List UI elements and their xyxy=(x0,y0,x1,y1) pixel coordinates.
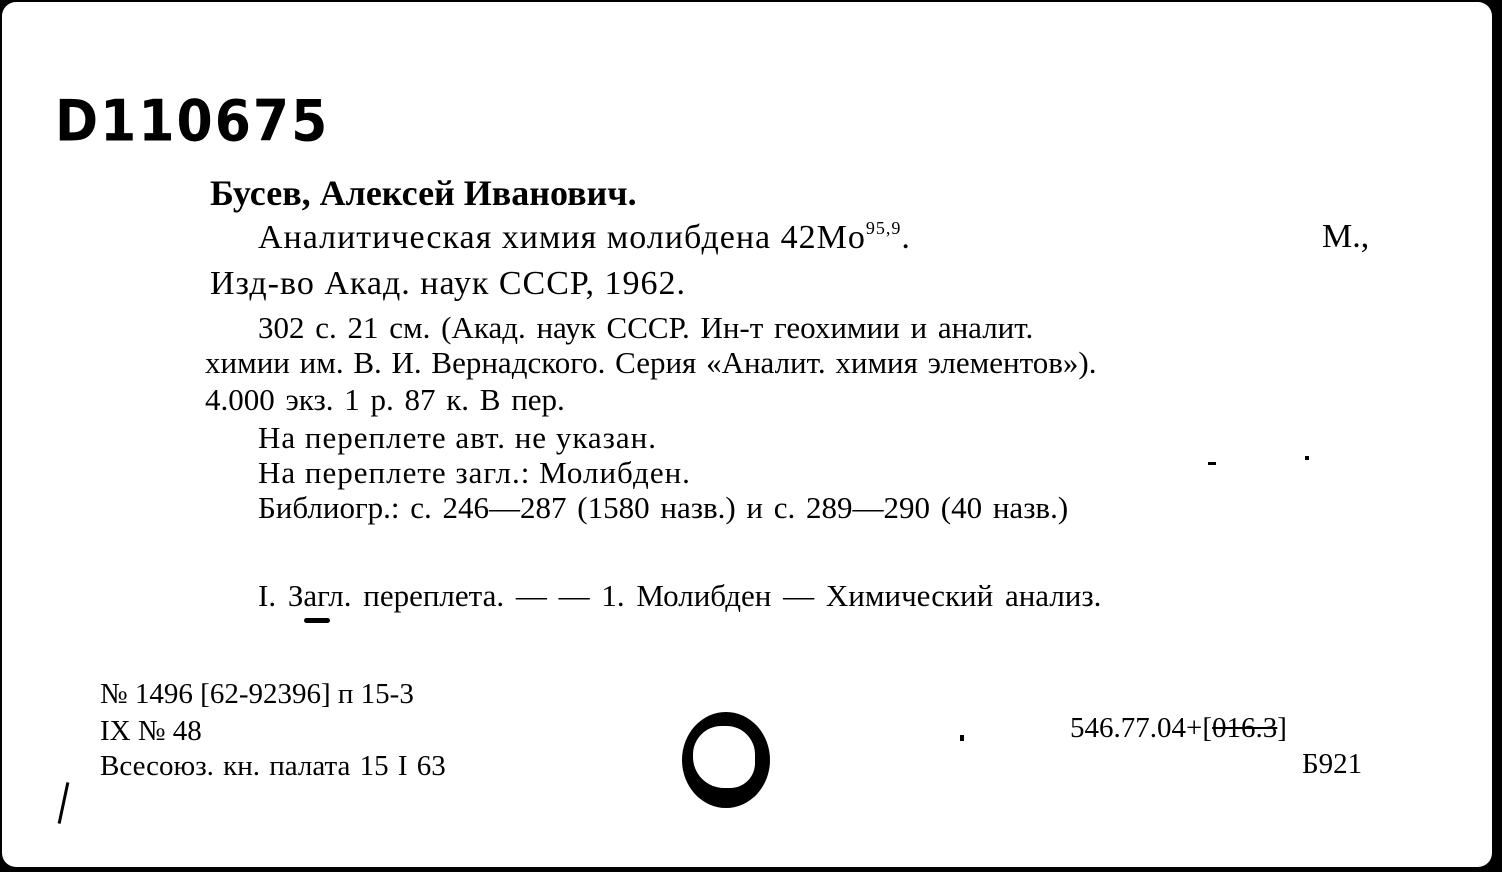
collation-line-3: 4.000 экз. 1 р. 87 к. В пер. xyxy=(205,382,565,417)
tracings: I. Загл. переплета. — — 1. Молибден — Химический анализ. xyxy=(258,578,1102,613)
collation-line-2: химии им. В. И. Вернадского. Серия «Аналит. химия элементов»). xyxy=(205,345,1097,380)
ink-dot xyxy=(960,735,964,741)
classification-number xyxy=(1070,712,1287,745)
ink-speck xyxy=(1208,462,1216,465)
struck-classification: 016.3 xyxy=(1212,712,1278,744)
publisher-line: Изд-во Акад. наук СССР, 1962. xyxy=(210,265,687,302)
footer-line-1: № 1496 [62-92396] п 15-3 xyxy=(100,678,414,710)
punch-hole xyxy=(682,712,770,808)
title-text: Аналитическая химия молибдена 42Mo xyxy=(258,219,866,256)
footer-line-3: Всесоюз. кн. палата 15 I 63 xyxy=(100,750,446,782)
collation-line-1: 302 с. 21 см. (Акад. наук СССР. Ин-т геохимии и аналит. xyxy=(258,310,1034,345)
ink-speck-2 xyxy=(1305,456,1309,460)
note-2: На переплете загл.: Молибден. xyxy=(258,455,691,490)
note-3: Библиогр.: с. 246—287 (1580 назв.) и с. 289—290 (40 назв.) xyxy=(258,490,1069,525)
author-heading: Бусев, Алексей Иванович. xyxy=(210,173,637,213)
footer-line-2: IX № 48 xyxy=(100,715,202,747)
bracket-open: [ xyxy=(1202,712,1213,744)
note-1: На переплете авт. не указан. xyxy=(258,420,658,455)
accession-number: D110675 xyxy=(55,89,330,155)
ink-smudge xyxy=(304,618,330,623)
author-mark: Б921 xyxy=(1302,748,1363,780)
classification-code: 546.77.04+ xyxy=(1070,712,1203,744)
bracket-close: ] xyxy=(1277,712,1287,744)
place-of-publication: М., xyxy=(1322,218,1370,255)
title-superscript: 95,9 xyxy=(865,218,902,238)
title-line xyxy=(258,218,911,257)
title-end: . xyxy=(901,219,911,256)
